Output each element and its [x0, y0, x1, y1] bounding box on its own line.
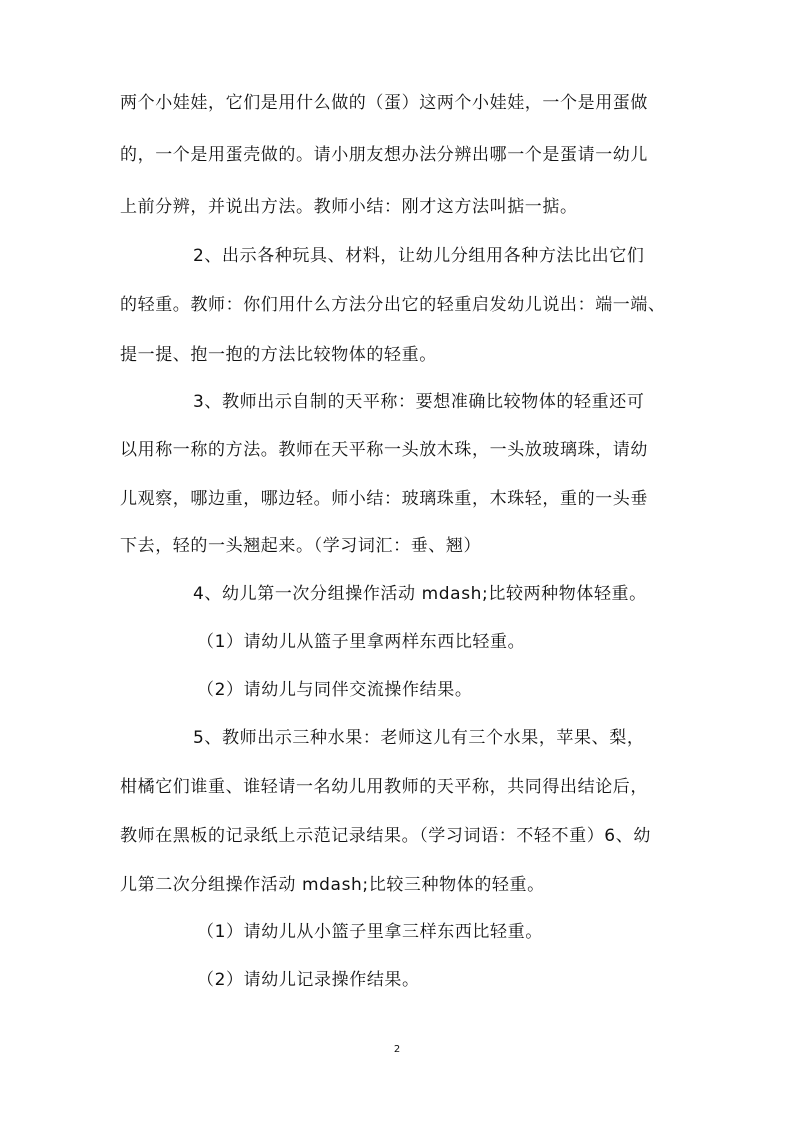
body-line-14: 5、教师出示三种水果：老师这儿有三个水果，苹果、梨，: [193, 728, 645, 748]
body-line-7: 3、教师出示自制的天平称：要想准确比较物体的轻重还可: [193, 392, 645, 412]
body-line-11: 4、幼儿第一次分组操作活动 mdash;比较两种物体轻重。: [193, 584, 647, 604]
body-line-19: （2）请幼儿记录操作结果。: [197, 970, 420, 990]
body-line-9: 儿观察，哪边重，哪边轻。师小结：玻璃珠重，木珠轻，重的一头垂: [120, 489, 648, 509]
page-number: 2: [393, 1044, 401, 1055]
body-line-16: 教师在黑板的记录纸上示范记录结果。（学习词语：不轻不重）6、幼: [120, 826, 651, 846]
body-line-13: （2）请幼儿与同伴交流操作结果。: [197, 680, 473, 700]
body-line-6: 提一提、抱一抱的方法比较物体的轻重。: [120, 345, 437, 365]
body-line-3: 上前分辨，并说出方法。教师小结：刚才这方法叫掂一掂。: [120, 197, 578, 217]
body-line-15: 柑橘它们谁重、谁轻请一名幼儿用教师的天平称，共同得出结论后，: [120, 777, 648, 797]
body-line-4: 2、出示各种玩具、材料，让幼儿分组用各种方法比出它们: [193, 246, 645, 266]
body-line-5: 的轻重。教师：你们用什么方法分出它的轻重启发幼儿说出：端一端、: [120, 295, 666, 315]
body-line-18: （1）请幼儿从小篮子里拿三样东西比轻重。: [197, 922, 543, 942]
body-line-17: 儿第二次分组操作活动 mdash;比较三种物体的轻重。: [120, 875, 545, 895]
body-line-12: （1）请幼儿从篮子里拿两样东西比轻重。: [197, 632, 526, 652]
body-line-8: 以用称一称的方法。教师在天平称一头放木珠，一头放玻璃珠，请幼: [120, 440, 648, 460]
body-line-1: 两个小娃娃，它们是用什么做的（蛋）这两个小娃娃，一个是用蛋做: [120, 93, 648, 113]
body-line-2: 的，一个是用蛋壳做的。请小朋友想办法分辨出哪一个是蛋请一幼儿: [120, 145, 648, 165]
body-line-10: 下去，轻的一头翘起来。（学习词汇：垂、翘）: [120, 536, 482, 556]
